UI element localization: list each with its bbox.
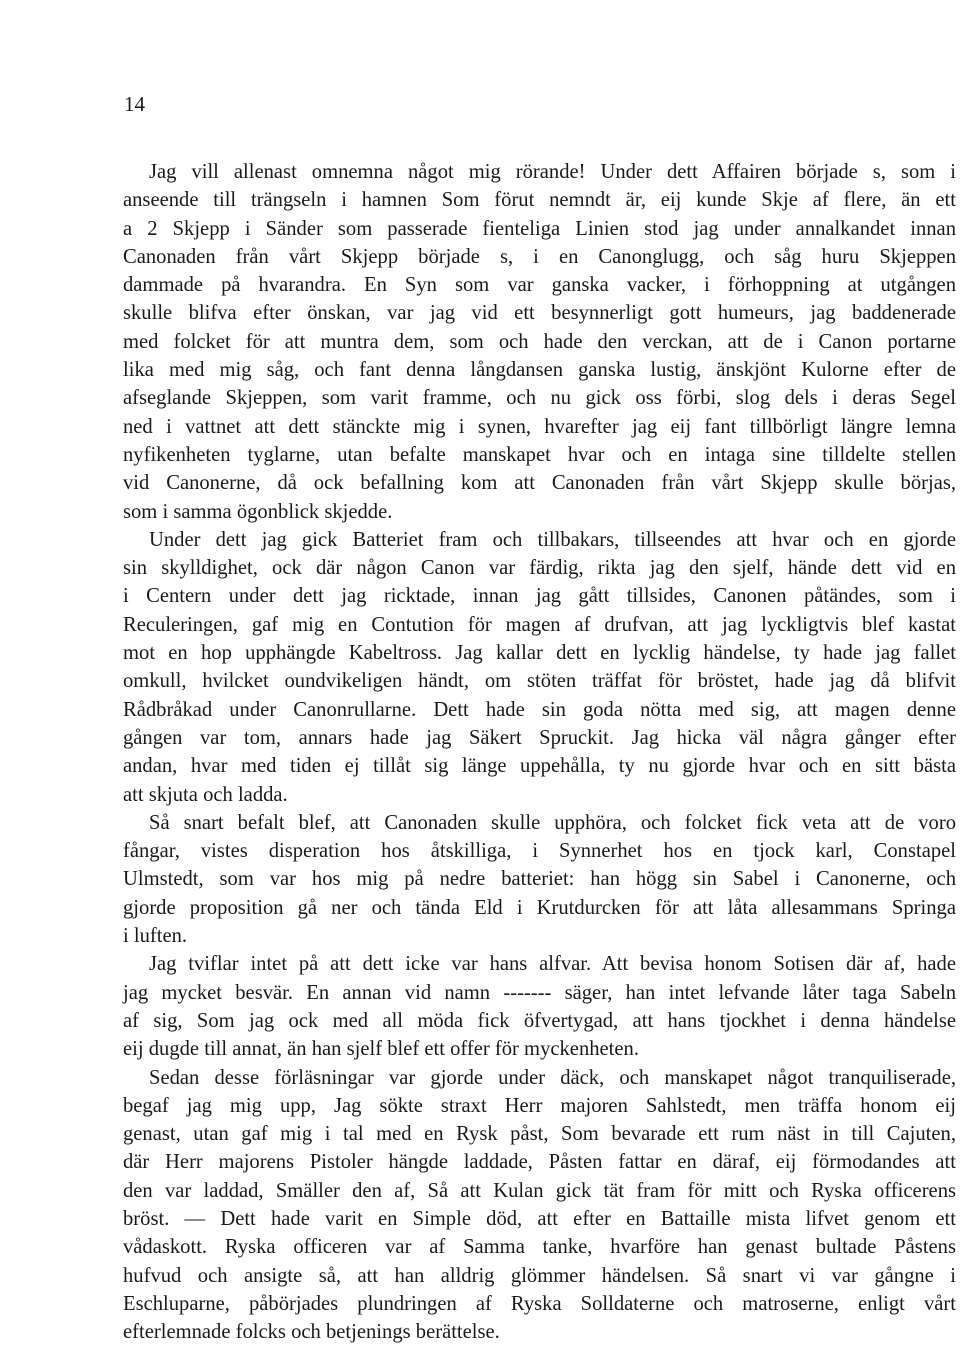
text-line: att skjuta och ladda. — [123, 783, 288, 806]
text-line: där Herr majorens Pistoler hängde laddade, Påsten fattar en däraf, eij förmodandes att — [123, 1151, 956, 1174]
text-line: med folcket för att muntra dem, som och hade den verckan, att de i Canon portarne — [123, 330, 956, 353]
text-line: Ulmstedt, som var hos mig på nedre batteriet: han högg sin Sabel i Canonerne, och — [123, 868, 956, 891]
text-line: afseglande Skjeppen, som varit framme, och nu gick oss förbi, slog dels i deras Segel — [123, 387, 956, 410]
text-line: anseende till trängseln i hamnen Som förut nemndt är, eij kunde Skje af flere, än ett — [123, 189, 956, 212]
text-line: sin skylldighet, ock där någon Canon var färdig, rikta jag den sjelf, hände dett vid en — [123, 557, 956, 580]
text-line: vid Canonerne, då ock befallning kom att Canonaden från vårt Skjepp skulle börjas, — [123, 472, 956, 495]
text-line: i luften. — [123, 925, 188, 948]
text-line: Så snart befalt blef, att Canonaden skulle upphöra, och folcket fick veta att de voro — [149, 811, 956, 834]
text-line: andan, hvar med tiden ej tillåt sig länge uppehålla, ty nu gjorde hvar och en sitt bästa — [123, 755, 956, 778]
text-line: ned i vattnet att dett stänckte mig i synen, hvarefter jag eij fant tillbörligt längre lemna — [123, 415, 956, 438]
text-line: Under dett jag gick Batteriet fram och tillbakars, tillseendes att hvar och en gjorde — [149, 528, 956, 551]
text-line: Sedan desse förläsningar var gjorde under däck, och manskapet något tranquiliserade, — [149, 1066, 956, 1089]
text-line: lika med mig såg, och fant denna långdansen ganska lustig, änskjönt Kulorne efter de — [123, 359, 956, 382]
text-line: hufvud och ansigte så, att han alldrig glömmer händelsen. Så snart vi var gångne i — [123, 1264, 956, 1287]
text-line: nyfikenheten tyglarne, utan befalte manskapet hvar och en intaga sine tilldelte stellen — [123, 443, 956, 466]
page-number: 14 — [124, 92, 145, 116]
text-line: begaf jag mig upp, Jag sökte straxt Herr majoren Sahlstedt, men träffa honom eij — [123, 1094, 956, 1117]
text-line: Canonaden från vårt Skjepp började s, i en Canonglugg, och såg huru Skjeppen — [123, 245, 956, 268]
text-line: efterlemnade folcks och betjenings berättelse. — [123, 1321, 500, 1344]
text-line: dammade på hvarandra. En Syn som var ganska vacker, i förhoppning at utgången — [123, 274, 956, 297]
text-line: skulle blifva efter önskan, var jag vid ett besynnerligt gott humeurs, jag baddenerade — [123, 302, 956, 325]
text-line: vådaskott. Ryska officeren var af Samma tanke, hvarföre han genast bultade Påstens — [123, 1236, 956, 1259]
text-line: Jag tviflar intet på att dett icke var hans alfvar. Att bevisa honom Sotisen där af, hade — [149, 953, 956, 976]
text-line: den var laddad, Smäller den af, Så att Kulan gick tät fram för mitt och Ryska officerens — [123, 1179, 956, 1202]
text-line: eij dugde till annat, än han sjelf blef ett offer för myckenheten. — [123, 1038, 639, 1061]
text-line: Reculeringen, gaf mig en Contution för magen af drufvan, att jag lyckligtvis blef kastat — [123, 613, 956, 636]
text-line: i Centern under dett jag ricktade, innan jag gått tillsides, Canonen påtändes, som i — [123, 585, 956, 608]
body-text — [123, 158, 956, 1346]
text-line: mot en hop upphängde Kabeltross. Jag kallar dett en lycklig händelse, ty hade jag fallet — [123, 642, 956, 665]
text-line: fångar, vistes disperation hos åtskilliga, i Synnerhet hos en tjock karl, Constapel — [123, 840, 956, 863]
text-line: som i samma ögonblick skjedde. — [123, 500, 393, 523]
text-line: gången var tom, annars hade jag Säkert Spruckit. Jag hicka väl några gånger efter — [123, 726, 956, 749]
text-line: bröst. — Dett hade varit en Simple död, att efter en Battaille mista lifvet genom ett — [123, 1207, 956, 1230]
text-line: jag mycket besvär. En annan vid namn ------- säger, han intet lefvande låter taga Sabeln — [123, 981, 956, 1004]
text-line: omkull, hvilcket oundvikeligen händt, om stöten träffat för bröstet, hade jag då blifvit — [123, 670, 956, 693]
text-line: Eschluparne, påbörjades plundringen af Ryska Solldaterne och matroserne, enligt vårt — [123, 1292, 956, 1315]
text-line: Rådbråkad under Canonrullarne. Dett hade sin goda nötta med sig, att magen denne — [123, 698, 956, 721]
text-line: gjorde proposition gå ner och tända Eld i Krutdurcken för att låta allesammans Springa — [123, 896, 956, 919]
text-line: Jag vill allenast omnemna något mig rörande! Under dett Affairen började s, som i — [149, 161, 956, 183]
text-line: genast, utan gaf mig i tal med en Rysk påst, Som bevarade ett rum näst in till Cajuten, — [123, 1123, 956, 1146]
text-line: af sig, Som jag ock med all möda fick öfvertygad, att hans tjockhet i denna händelse — [123, 1009, 956, 1032]
text-line: a 2 Skjepp i Sänder som passerade fienteliga Linien stod jag under annalkandet innan — [123, 217, 956, 240]
